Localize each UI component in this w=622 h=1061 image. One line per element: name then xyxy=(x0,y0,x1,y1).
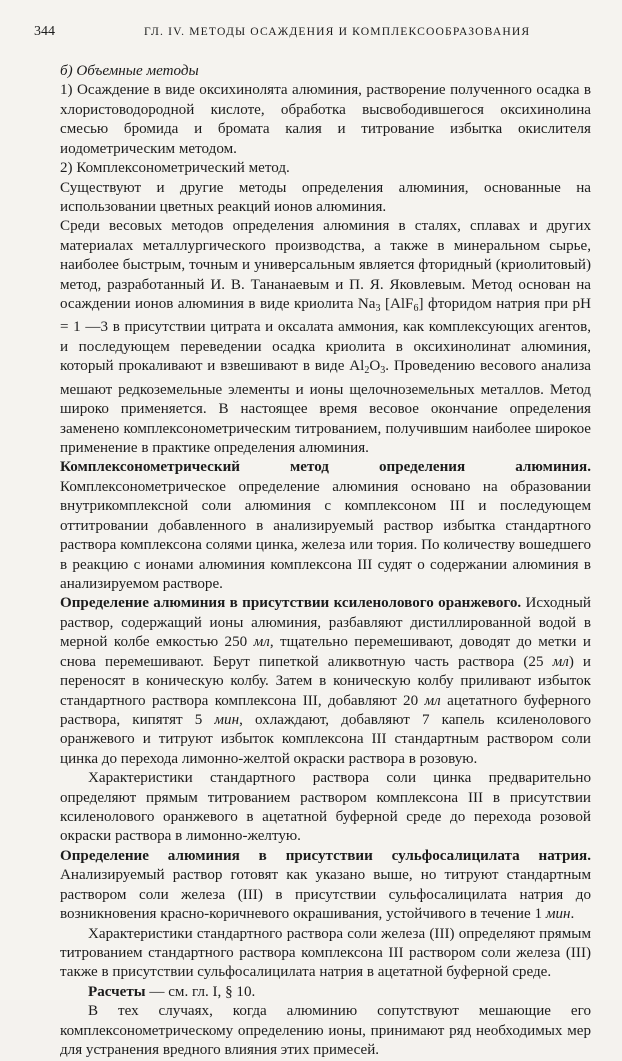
page-number: 344 xyxy=(34,24,55,39)
formula-al2o3: $Al_2O_3$ xyxy=(349,358,386,377)
calculations-label: Расчеты xyxy=(88,983,146,1000)
zinc-characteristics-paragraph: Характеристики стандартного раствора соли цинка предварительно определяют прямым титрованием раствором комплексона III в присутствии ксиленолового оранжевого в ацетатной буферной среде до перехода розовой окраски раствора в лимонно-желтую. xyxy=(60,770,591,845)
calculations-paragraph: Расчеты — см. гл. I, § 10. xyxy=(88,983,256,1000)
closing-paragraph: В тех случаях, когда алюминию сопутствуют мешающие его комплексонометрическому определению ионы, принимают ряд необходимых мер для устранения вредного влияния этих примесей. xyxy=(60,1003,591,1059)
page-header xyxy=(32,24,592,44)
other-methods-paragraph: Существуют и другие методы определения алюминия, основанные на использовании цветных реакций ионов алюминия. xyxy=(60,179,591,215)
weight-methods-paragraph: Среди весовых методов определения алюминия в сталях, сплавах и других материалах металлургического производства, а также в минеральном сырье, наиболее быстрым, точным и универсальным является фторидный (криолитовый) метод, разработанный И. В. Тананаевым и П. Я. Яковлевым. Метод основан на осаждении ионов алюминия в виде криолита $Na_3$ [AlF$_6$] фторидом натрия при pH = 1 —3 в присутствии цитрата и оксалата аммония, как комплексующих агентов, и последующем переведении осадка криолита в оксихинолинат алюминия, который прокаливают и взвешивают в виде $Al_2O_3$. Проведению весового анализа мешают редкоземельные элементы и ионы щелочноземельных металлов. Метод широко применяется. В настоящее время весовое окончание определения заменено комплексонометрическим титрованием, получившим наиболее широкое применение в практике определения алюминия. xyxy=(60,218,592,457)
complexometric-heading: Комплексонометрический метод определения алюминия. xyxy=(60,459,591,476)
xylenol-orange-heading: Определение алюминия в присутствии ксиленолового оранжевого. xyxy=(60,595,522,612)
iron-characteristics-paragraph: Характеристики стандартного раствора соли железа (III) определяют прямым титрованием стандартного раствора комплексона III раствором соли железа (III) также в присутствии сульфосалицилата натрия в ацетатной буферной среде. xyxy=(60,925,591,981)
page-body xyxy=(60,62,591,1061)
complexometric-paragraph: Комплексонометрический метод определения алюминия. Комплексонометрическое определение алюминия основано на образовании внутрикомплексной соли алюминия с комплексоном III и последующем оттитровании добавленного в анализируемый раствор избытка стандартного раствора комплексона солями цинка, железа или тория. По количеству вошедшего в реакцию с ионами алюминия комплексона III судят о содержании алюминия в анализируемом растворе. xyxy=(60,459,591,592)
volumetric-method-1: 1) Осаждение в виде оксихинолята алюминия, растворение полученного осадка в хлористоводородной кислоте, обработка высвободившегося оксихинолина смесью бромида и бромата калия и титрование избытка окислителя иодометрическим методом. xyxy=(60,82,591,157)
volumetric-method-2: 2) Комплексонометрический метод. xyxy=(60,160,290,177)
xylenol-orange-paragraph: Определение алюминия в присутствии ксиленолового оранжевого. Исходный раствор, содержащий ионы алюминия, разбавляют дистиллированной водой в мерной колбе емкостью 250 мл, тщательно перемешивают, доводят до метки и снова перемешивают. Берут пипеткой аликвотную часть раствора (25 мл) и переносят в коническую колбу. Затем в коническую колбу приливают избыток стандартного раствора комплексона III, добавляют 20 мл ацетатного буферного раствора, кипятят 5 мин, охлаждают, добавляют 7 капель ксиленолового оранжевого и титруют избыток комплексона III стандартным раствором соли цинка до перехода лимонно-желтой окраски раствора в розовую. xyxy=(60,595,591,767)
running-title: ГЛ. IV. МЕТОДЫ ОСАЖДЕНИЯ И КОМПЛЕКСООБРАЗОВАНИЯ xyxy=(144,25,531,38)
sulfosalicylate-paragraph: Определение алюминия в присутствии сульфосалицилата натрия. Анализируемый раствор готовят как указано выше, но титруют стандартным раствором соли железа (III) в присутствии сульфосалицилата натрия до возникновения красно-коричневого окрашивания, устойчивого в течение 1 мин. xyxy=(60,847,591,923)
section-heading-volumetric: б) Объемные методы xyxy=(60,63,199,79)
formula-na3alf6: $Na_3$ [AlF$_6$] xyxy=(357,296,424,315)
sulfosalicylate-heading: Определение алюминия в присутствии сульфосалицилата натрия. xyxy=(60,847,591,864)
